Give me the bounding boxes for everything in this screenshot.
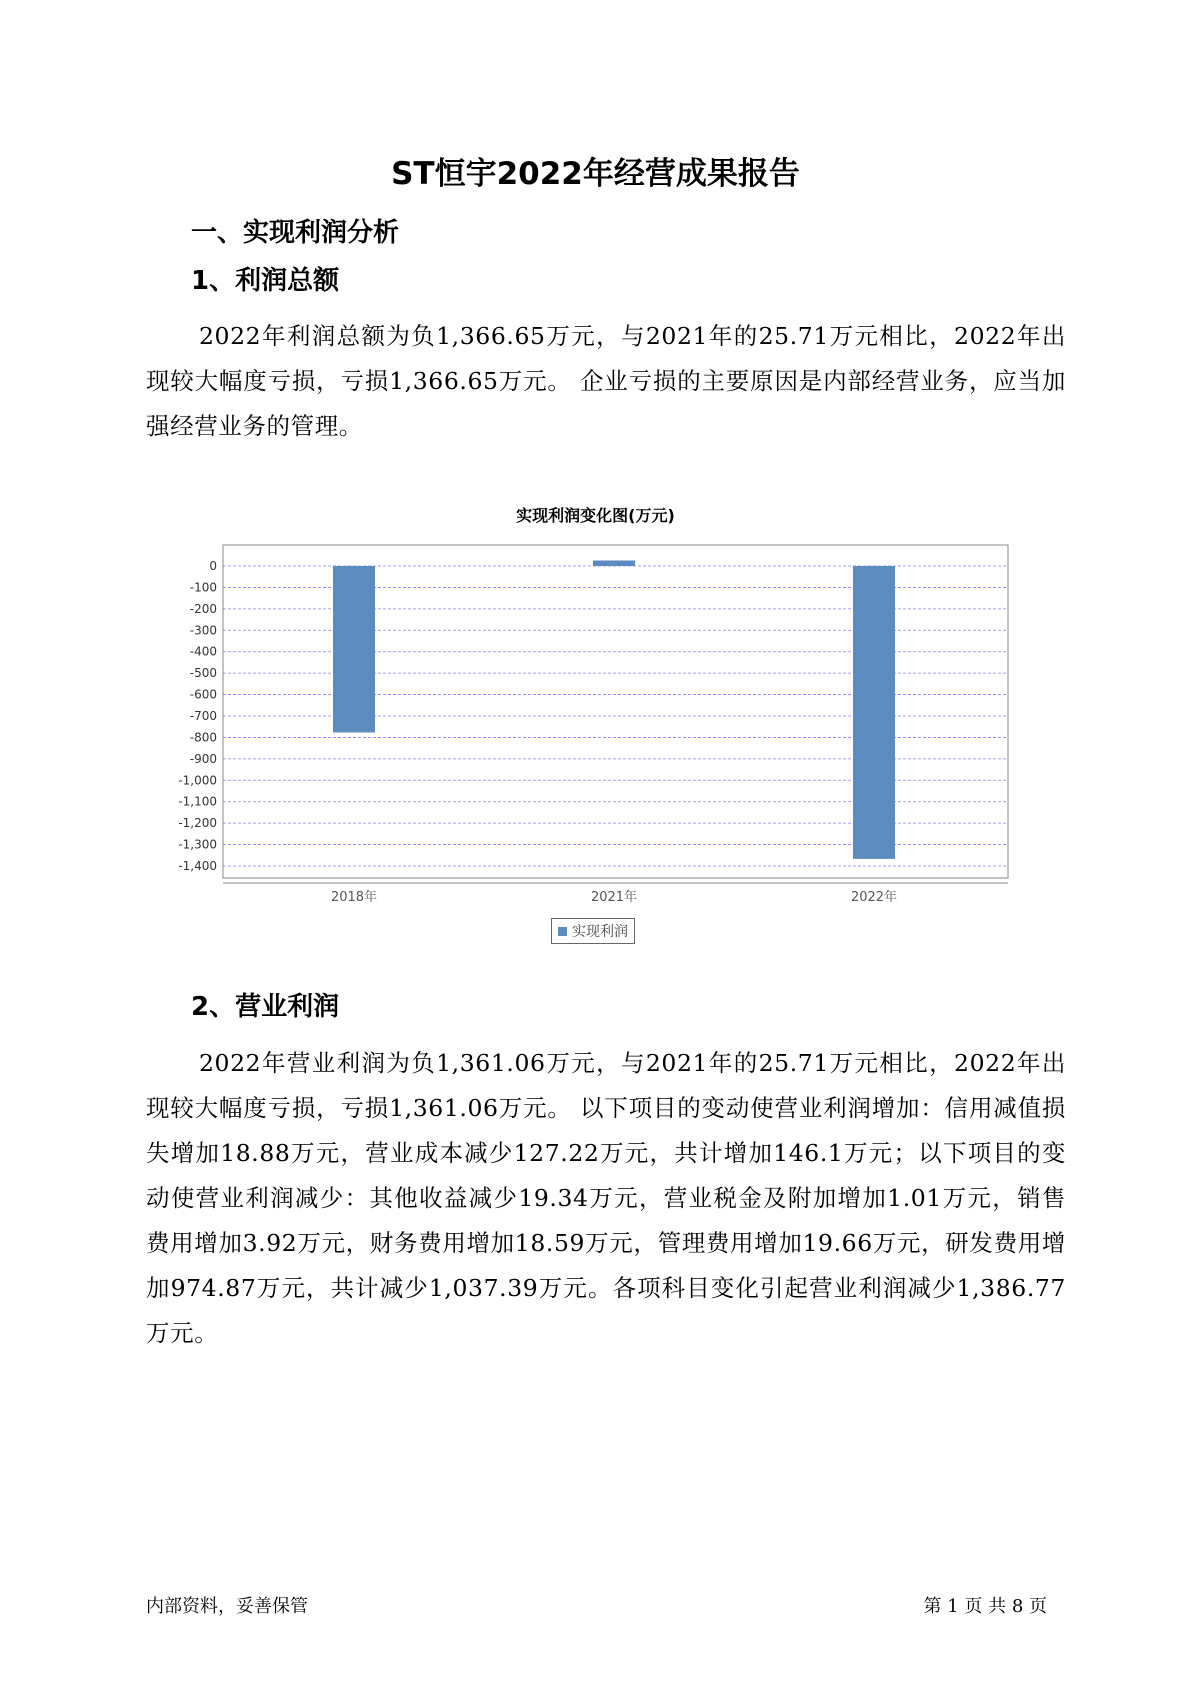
footer-page-number: 第 1 页 共 8 页 [923, 1596, 1047, 1617]
y-tick-label: -900 [189, 751, 217, 766]
y-tick-label: -100 [189, 580, 217, 595]
y-tick-label: -200 [189, 601, 217, 616]
y-tick-label: -300 [189, 623, 217, 638]
y-tick-label: -600 [189, 687, 217, 702]
x-tick-label: 2018年 [330, 890, 378, 905]
legend-label: 实现利润 [572, 924, 628, 940]
y-tick-label: -800 [189, 730, 217, 745]
y-tick-label: -1,400 [178, 859, 217, 873]
y-tick-label: -1,300 [178, 837, 217, 852]
paragraph-total-profit: 2022年利润总额为负1,366.65万元，与2021年的25.71万元相比，2022年出现较大幅度亏损，亏损1,366.65万元。 企业亏损的主要原因是内部经营业务，应当加强经营业务的管理。 [146, 322, 1066, 440]
x-tick-label: 2022年 [850, 890, 898, 905]
section-heading-profit-analysis: 一、实现利润分析 [191, 218, 400, 248]
chart-title: 实现利润变化图(万元) [516, 506, 675, 525]
footer-confidential: 内部资料，妥善保管 [146, 1596, 308, 1617]
report-title: ST恒宇2022年经营成果报告 [391, 156, 800, 192]
bar-2022年 [853, 566, 895, 859]
y-tick-label: 0 [209, 559, 217, 573]
legend-swatch [558, 927, 567, 936]
y-tick-label: -1,200 [178, 816, 217, 831]
x-tick-label: 2021年 [590, 890, 638, 905]
chart-legend [551, 918, 635, 944]
y-tick-label: -500 [189, 666, 217, 681]
y-tick-label: -700 [189, 709, 217, 723]
paragraph-operating-profit: 2022年营业利润为负1,361.06万元，与2021年的25.71万元相比，2022年出现较大幅度亏损，亏损1,361.06万元。 以下项目的变动使营业利润增加：信用减值损失增加18.88万元，营业成本减少127.22万元，共计增加146.1万元；以下项目的变动使营业利润减少：其他收益减少19.34万元，营业税金及附加增加1.01万元，销售费用增加3.92万元，财务费用增加18.59万元，管理费用增加19.66万元，研发费用增加974.87万元，共计减少1,037.39万元。各项科目变化引起营业利润减少1,386.77万元。 [146, 1049, 1066, 1347]
bar-2018年 [333, 566, 375, 733]
subheading-operating-profit: 2、营业利润 [191, 992, 340, 1022]
subheading-total-profit: 1、利润总额 [191, 266, 340, 296]
y-tick-label: -400 [189, 644, 217, 659]
y-tick-label: -1,100 [178, 794, 217, 809]
bar-2021年 [593, 560, 635, 566]
y-tick-label: -1,000 [178, 773, 217, 788]
